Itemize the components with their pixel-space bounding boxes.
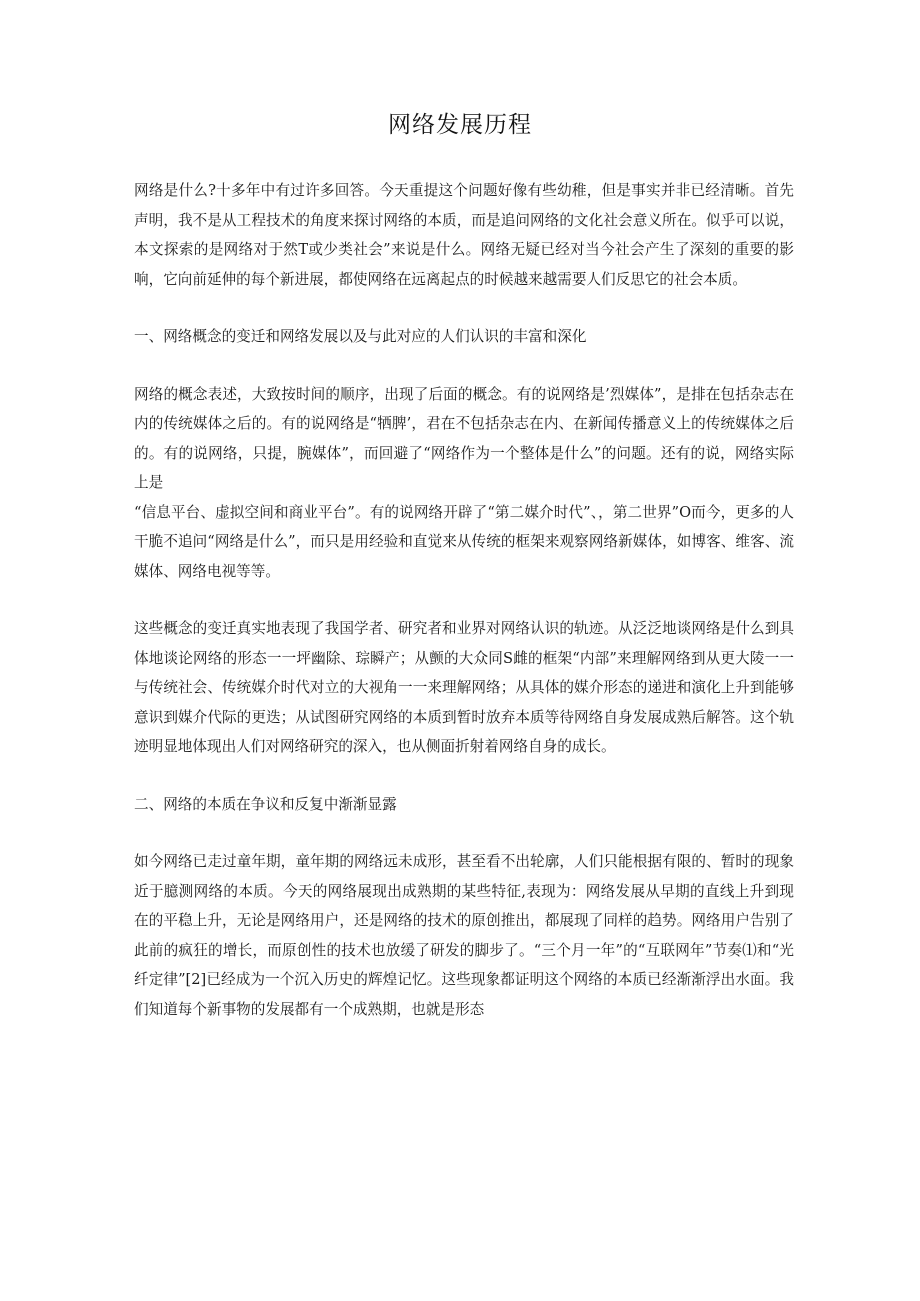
paragraph-maturity: 如今网络已走过童年期，童年期的网络远未成形，甚至看不出轮廓，人们只能根据有限的、暂时的现象近于臆测网络的本质。今天的网络展现出成熟期的某些特征,表现为：网络发展从早期的直线上升到现在的平稳上升，无论是网络用户，还是网络的技术的原创推出，都展现了同样的趋势。网络用户告别了此前的疯狂的增长，而原创性的技术也放缓了研发的脚步了。“三个月一年”的“互联网年”节奏⑴和“光纤定律”[2]已经成为一个沉入历史的辉煌记忆。这些现象都证明这个网络的本质已经渐渐浮出水面。我们知道每个新事物的发展都有一个成熟期，也就是形态 (134, 853, 794, 1018)
paragraph-concepts: 网络的概念表述，大致按时间的顺序，出现了后面的概念。有的说网络是’烈媒体”，是排在包括杂志在内的传统媒体之后的。有的说网络是“牺脾’，君在不包括杂志在内、在新闻传播意义上的传统媒体之后的。有的说网络，只提，腕媒体”，而回避了“网络作为一个整体是什么”的问题。还有的说，网络实际上是 (134, 385, 794, 491)
section-heading-2: 二、网络的本质在争议和反复中渐渐显露 (134, 795, 397, 813)
section-heading-1: 一、网络概念的变迁和网络发展以及与此对应的人们认识的丰富和深化 (134, 328, 587, 345)
paragraph-intro: 网络是什么?十多年中有过许多回答。今天重提这个问题好像有些幼稚，但是事实并非已经清晰。首先声明，我不是从工程技术的角度来探讨网络的本质，而是追问网络的文化社会意义所在。似乎可以说，本文探索的是网络对于然T或少类社会”来说是什么。网络无疑已经对当今社会产生了深刻的重要的影响，它向前延伸的每个新进展，都使网络在远离起点的时候越来越需要人们反思它的社会本质。 (134, 182, 794, 288)
page-title: 网络发展历程 (388, 112, 532, 138)
paragraph-concepts-continued: “信息平台、虚拟空间和商业平台”。有的说网络开辟了“第二媒介时代”、，第二世界”O而今，更多的人干脆不追问“网络是什么”，而只是用经验和直觉来从传统的框架来观察网络新媒体，如博客、维客、流媒体、网络电视等等。 (134, 503, 794, 580)
document-body (134, 176, 794, 1024)
paragraph-evolution: 这些概念的变迁真实地表现了我国学者、研究者和业界对网络认识的轨迹。从泛泛地谈网络是什么到具体地谈论网络的形态一一坪幽除、琮瞬产；从颤的大众同S雌的框架“内部”来理解网络到从更大陵一一与传统社会、传统媒介时代对立的大视角一一来理解网络；从具体的媒介形态的递进和演化上升到能够意识到媒介代际的更迭；从试图研究网络的本质到暂时放弃本质等待网络自身发展成熟后解答。这个轨迹明显地体现出人们对网络研究的深入，也从侧面折射着网络自身的成长。 (134, 620, 794, 755)
